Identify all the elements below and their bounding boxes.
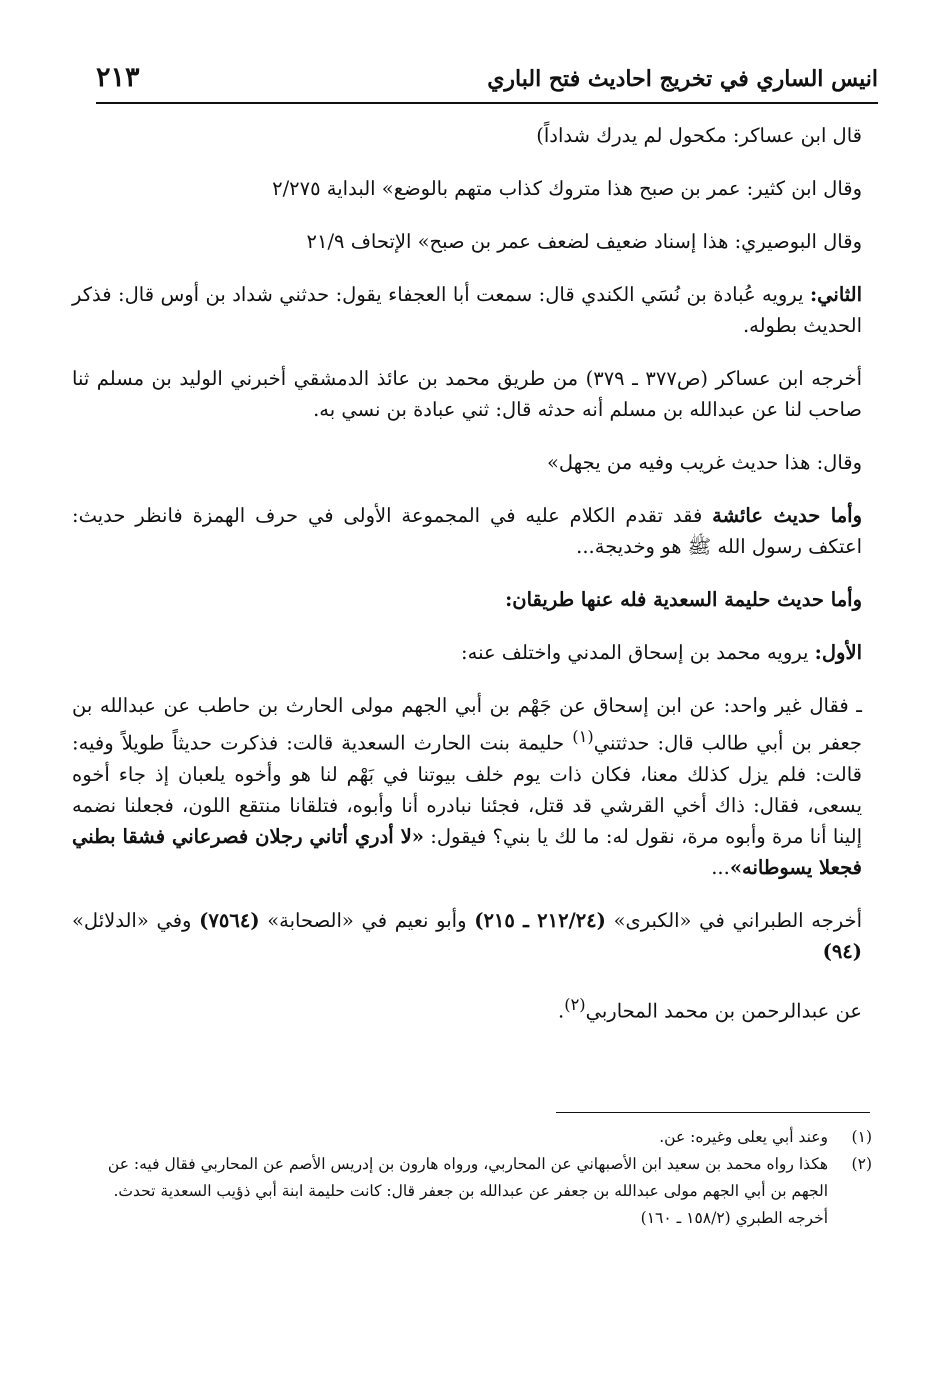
paragraph-11-part-a: أخرجه الطبراني في «الكبرى» (605, 908, 862, 932)
paragraph-7-lead: وأما حديث عائشة (712, 504, 862, 527)
footnote-2-number: (٢) (851, 1155, 872, 1173)
paragraph-2: وقال ابن كثير: عمر بن صبح هذا متروك كذاب متهم بالوضع» البداية ٢/٢٧٥ (272, 177, 862, 200)
paragraph-12-text: عن عبدالرحمن بن محمد المحاربي (585, 999, 862, 1022)
footnote-2-text: هكذا رواه محمد بن سعيد ابن الأصبهاني عن المحاربي، ورواه هارون بن إدريس الأصم عن المحاربي فقال فيه: عن الجهم بن أبي الجهم مولى عبدالله بن جعفر عن عبدالله بن جعفر قال: كانت حليمة ابنة أبي ذؤيب السعدية تحدث. (107, 1155, 828, 1200)
paragraph-11-part-b: (٢١٢/٢٤ ـ ٢١٥) (474, 908, 606, 932)
paragraph-10-part-b: حليمة بنت الحارث السعدية قالت: فذكرت حديثاً طويلاً وفيه: قالت: فلم يزل كذلك معنا، فكان ذات يوم خلف بيوتنا في بَهْم لنا هو وأخوه يلعبان إذ جاء أخوه يسعى، فقال: ذاك أخي القرشي قد قتل، فجئنا نبادره أنا وأبوه، فتلقانا منتقع اللون، فجعلنا نضمه إلينا أنا مرة وأبوه مرة، نقول له: ما لك يا بني؟ فيقول: (72, 731, 862, 848)
paragraph-8: وأما حديث حليمة السعدية فله عنها طريقان: (505, 588, 862, 611)
running-header (96, 62, 878, 104)
paragraph-10-part-a: ـ فقال غير واحد: عن ابن إسحاق عن جَهْم بن أبي الجهم مولى الحارث بن حاطب عن عبدالله بن جعفر بن أبي طالب قال: حدثتني (72, 694, 862, 755)
footnote-1-number: (١) (851, 1128, 872, 1146)
footnote-2-source: أخرجه الطبري (١٥٨/٢ ـ ١٦٠) (640, 1209, 828, 1227)
paragraph-4-text: يرويه عُبادة بن نُسَي الكندي قال: سمعت أبا العجفاء يقول: حدثني شداد بن أوس قال: فذكر الحديث بطوله. (72, 283, 862, 337)
main-text (72, 120, 862, 1048)
page-number: ٢١٣ (96, 62, 140, 93)
footnote-1 (72, 1124, 872, 1151)
footnote-ref-2[interactable]: (٢) (564, 994, 586, 1014)
paragraph-11-part-c: وأبو نعيم في «الصحابة» (259, 908, 475, 932)
paragraph-10 (72, 690, 862, 883)
paragraph-10-end: ... (711, 855, 730, 879)
paragraph-6: وقال: هذا حديث غريب وفيه من يجهل» (546, 451, 862, 474)
paragraph-11-part-e: وفي «الدلائل» (72, 908, 200, 932)
paragraph-4 (72, 279, 862, 341)
paragraph-9-text: يرويه محمد بن إسحاق المدني واختلف عنه: (461, 641, 809, 664)
paragraph-3: وقال البوصيري: هذا إسناد ضعيف لضعف عمر بن صبح» الإتحاف ٢١/٩ (306, 230, 862, 253)
paragraph-12-end: . (557, 999, 565, 1022)
paragraph-11-part-f: (٩٤) (822, 939, 862, 963)
paragraph-5: أخرجه ابن عساكر (ص٣٧٧ ـ ٣٧٩) من طريق محمد بن عائذ الدمشقي أخبرني الوليد بن مسلم ثنا صاحب لنا عن عبدالله بن مسلم أنه حدثه قال: ثني عبادة بن نسي به. (72, 367, 862, 421)
paragraph-11-part-d: (٧٥٦٤) (199, 908, 260, 932)
paragraph-11 (72, 905, 862, 967)
paragraph-7 (72, 500, 862, 562)
footnote-divider (556, 1112, 870, 1113)
footnote-2 (72, 1151, 872, 1205)
footnotes (72, 1124, 872, 1232)
paragraph-1: قال ابن عساكر: مكحول لم يدرك شداداً) (536, 124, 862, 147)
footnote-1-text: وعند أبي يعلى وغيره: عن. (659, 1128, 828, 1146)
paragraph-4-lead: الثاني: (809, 283, 863, 306)
paragraph-9-lead: الأول: (814, 641, 862, 664)
paragraph-9 (72, 637, 862, 668)
paragraph-10-quote: «لا أدري أتاني رجلان فصرعاني فشقا بطني فجعلا يسوطانه» (72, 824, 862, 879)
footnote-ref-1[interactable]: (١) (572, 727, 594, 746)
paragraph-12 (72, 989, 862, 1027)
running-title: انيس الساري في تخريج احاديث فتح الباري (487, 66, 878, 92)
paragraph-7-text: فقد تقدم الكلام عليه في المجموعة الأولى في حرف الهمزة فانظر حديث: اعتكف رسول الله ﷺ هو وخديجة... (72, 504, 862, 558)
